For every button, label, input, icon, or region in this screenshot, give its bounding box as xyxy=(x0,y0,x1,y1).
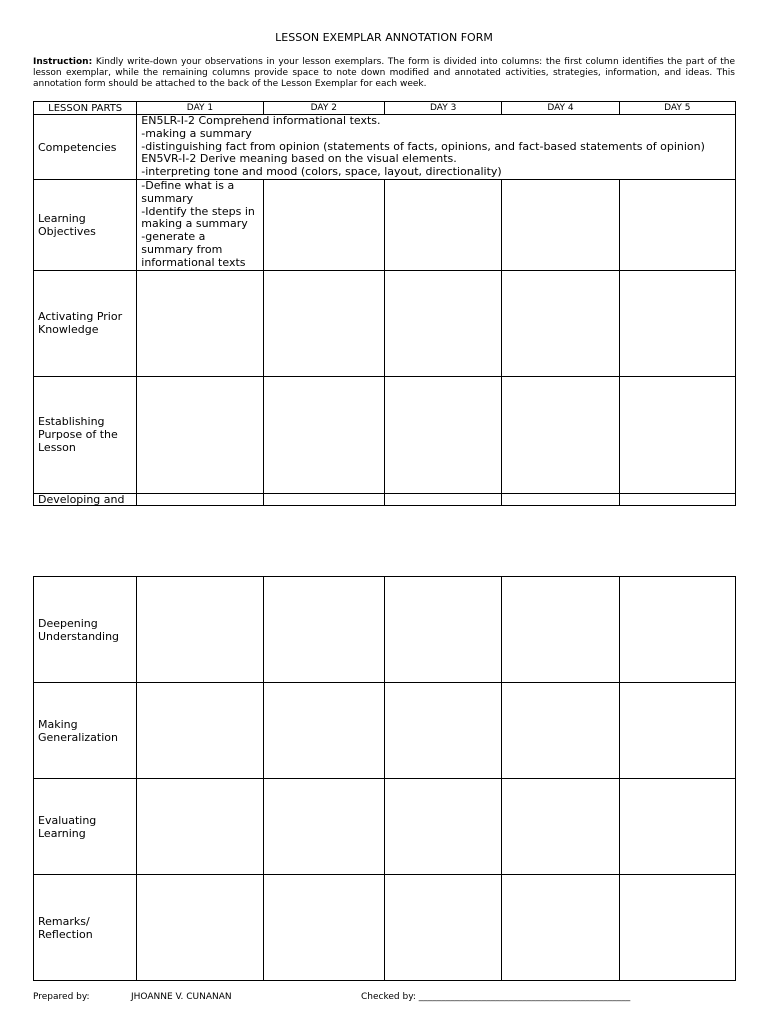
label-evaluating-learning: Evaluating Learning xyxy=(34,779,137,875)
label-making-generalization: Making Generalization xyxy=(34,683,137,779)
activating-day-2[interactable] xyxy=(263,270,384,376)
generalization-day-2[interactable] xyxy=(263,683,384,779)
row-competencies xyxy=(34,115,736,180)
label-competencies: Competencies xyxy=(34,115,137,180)
establishing-day-3[interactable] xyxy=(384,376,501,493)
learning-objectives-day-1[interactable] xyxy=(137,180,263,271)
header-day-2: DAY 2 xyxy=(263,102,384,115)
row-establishing-purpose xyxy=(34,376,736,493)
instruction-paragraph xyxy=(33,57,735,90)
deepening-day-5[interactable] xyxy=(619,577,735,683)
header-row xyxy=(34,102,736,115)
establishing-day-4[interactable] xyxy=(502,376,619,493)
form-title: LESSON EXEMPLAR ANNOTATION FORM xyxy=(275,31,493,44)
activating-day-4[interactable] xyxy=(502,270,619,376)
prepared-by-name: JHOANNE V. CUNANAN xyxy=(131,992,232,1002)
evaluating-day-4[interactable] xyxy=(502,779,619,875)
row-deepening-understanding xyxy=(34,577,736,683)
label-remarks-reflection: Remarks/ Reflection xyxy=(34,875,137,981)
header-day-5: DAY 5 xyxy=(619,102,735,115)
learning-objectives-day-2[interactable] xyxy=(263,180,384,271)
developing-day-5[interactable] xyxy=(619,493,735,505)
row-developing xyxy=(34,493,736,505)
deepening-day-1[interactable] xyxy=(137,577,263,683)
remarks-day-4[interactable] xyxy=(502,875,619,981)
header-day-3: DAY 3 xyxy=(384,102,501,115)
label-developing: Developing and xyxy=(34,493,137,505)
label-deepening-understanding: Deepening Understanding xyxy=(34,577,137,683)
label-activating-prior-knowledge: Activating Prior Knowledge xyxy=(34,270,137,376)
instruction-label: Instruction: xyxy=(33,57,93,67)
row-activating-prior-knowledge xyxy=(34,270,736,376)
competencies-content[interactable] xyxy=(137,115,736,180)
annotation-table-lower xyxy=(33,576,736,981)
header-day-1: DAY 1 xyxy=(137,102,263,115)
objective-line: -Identify the steps in xyxy=(141,204,255,218)
competency-line: EN5VR-I-2 Derive meaning based on the visual elements. xyxy=(141,152,457,166)
learning-objectives-day-4[interactable] xyxy=(502,180,619,271)
activating-day-5[interactable] xyxy=(619,270,735,376)
objective-line: -generate a xyxy=(141,230,206,244)
checked-by-field[interactable]: Checked by: _______________________________________________ xyxy=(361,992,631,1002)
remarks-day-2[interactable] xyxy=(263,875,384,981)
evaluating-day-1[interactable] xyxy=(137,779,263,875)
establishing-day-2[interactable] xyxy=(263,376,384,493)
learning-objectives-day-3[interactable] xyxy=(384,180,501,271)
activating-day-1[interactable] xyxy=(137,270,263,376)
generalization-day-4[interactable] xyxy=(502,683,619,779)
establishing-day-1[interactable] xyxy=(137,376,263,493)
evaluating-day-3[interactable] xyxy=(384,779,501,875)
remarks-day-3[interactable] xyxy=(384,875,501,981)
activating-day-3[interactable] xyxy=(384,270,501,376)
instruction-text: Kindly write-down your observations in your lesson exemplars. The form is divided into columns: the first column identifies the part of the lesson exemplar, while the remaining columns provide space to note down modified and annotated activities, strategies, information, and ideas. This annotation form should be attached to the back of the Lesson Exemplar for each week. xyxy=(33,57,735,89)
label-establishing-purpose: Establishing Purpose of the Lesson xyxy=(34,376,137,493)
row-evaluating-learning xyxy=(34,779,736,875)
row-remarks-reflection xyxy=(34,875,736,981)
competency-line: -interpreting tone and mood (colors, space, layout, directionality) xyxy=(141,165,502,179)
row-learning-objectives xyxy=(34,180,736,271)
annotation-table-upper xyxy=(33,101,736,506)
evaluating-day-2[interactable] xyxy=(263,779,384,875)
generalization-day-1[interactable] xyxy=(137,683,263,779)
generalization-day-5[interactable] xyxy=(619,683,735,779)
objective-line: summary xyxy=(141,191,194,205)
row-making-generalization xyxy=(34,683,736,779)
deepening-day-4[interactable] xyxy=(502,577,619,683)
header-day-4: DAY 4 xyxy=(502,102,619,115)
prepared-by-label: Prepared by: xyxy=(33,992,90,1002)
competency-line: EN5LR-I-2 Comprehend informational texts. xyxy=(141,114,381,127)
developing-day-1[interactable] xyxy=(137,493,263,505)
label-learning-objectives: Learning Objectives xyxy=(34,180,137,271)
objective-line: -Define what is a xyxy=(141,179,235,192)
developing-day-3[interactable] xyxy=(384,493,501,505)
generalization-day-3[interactable] xyxy=(384,683,501,779)
objective-line: informational texts xyxy=(141,255,246,269)
header-lesson-parts: LESSON PARTS xyxy=(34,102,137,115)
remarks-day-5[interactable] xyxy=(619,875,735,981)
evaluating-day-5[interactable] xyxy=(619,779,735,875)
competency-line: -distinguishing fact from opinion (statements of facts, opinions, and fact-based statements of opinion) xyxy=(141,139,705,153)
learning-objectives-day-5[interactable] xyxy=(619,180,735,271)
competency-line: -making a summary xyxy=(141,126,252,140)
developing-day-4[interactable] xyxy=(502,493,619,505)
remarks-day-1[interactable] xyxy=(137,875,263,981)
objective-line: summary from xyxy=(141,242,223,256)
objective-line: making a summary xyxy=(141,217,248,231)
deepening-day-2[interactable] xyxy=(263,577,384,683)
signature-footer xyxy=(33,992,736,1006)
establishing-day-5[interactable] xyxy=(619,376,735,493)
developing-day-2[interactable] xyxy=(263,493,384,505)
deepening-day-3[interactable] xyxy=(384,577,501,683)
